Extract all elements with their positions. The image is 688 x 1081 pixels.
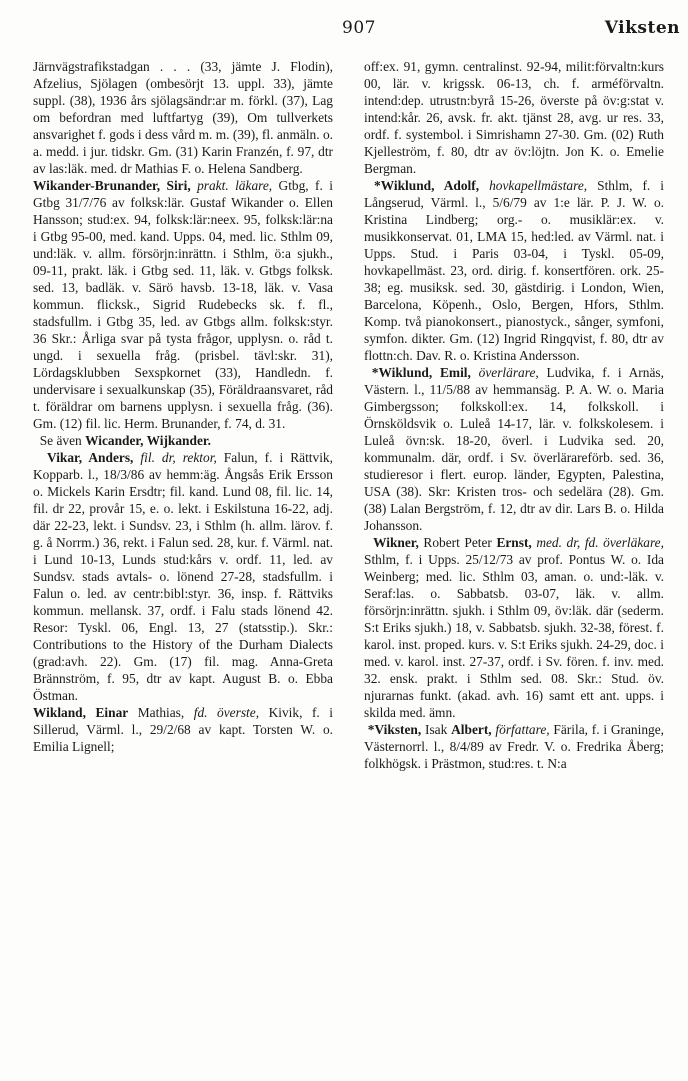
entry-title: fd. överste, <box>193 705 260 720</box>
entry-name: Wikander-Brunander, Siri, <box>33 178 191 193</box>
entry-text: Falun, f. i Rättvik, Kopparb. l., 18/3/86 av hemm:äg. Ångsås Erik Ersson o. Mickels Karin Ersdtr; fil. kand. Lund 08, fil. lic. 14, fil. dr 22, provår 15, e. o. lekt. i Eskilstuna 16-22, adj. där 22-23, lekt. i Sundsv. 23, i Sthlm (h. allm. lärov. f. g. å Norrm.) 36, rekt. i Falun sed. 28, kur. f. Värml. nat. i Lund 10-13, Lunds stud:kårs v. ordf. 11, led. av Sundsv. stads avtals- o. lönend 27-28, stadsfullm. i Falun o. led. av centr:bibl:styr. 36, insp. f. Rättviks kommun. mellansk. 37, ordf. i Falu stads lönend 42. Resor: Tyskl. 06, Engl. 13, 27 (statsstip.). Skr.: Contributions to the History of the Durham Dialects (grad:avh. 22). Gm. (17) fil. mag. Anna-Greta Brännström, f. 95, dtr av kapt. August B. o. Ebba Östman. <box>33 450 333 703</box>
entry-name: *Wiklund, Adolf, <box>374 178 480 193</box>
see-also-prefix: Se även <box>39 433 86 448</box>
entry-callname: Albert, <box>451 722 492 737</box>
entry-text: Sthlm, f. i Upps. 25/12/73 av prof. Pontus W. o. Ida Weinberg; med. lic. Sthlm 03, aman. o. und:-läk. v. Seraf:las. o. Sabbatsb. 03-07, läk. v. allm. försörjn:inrättn. sjukh. i Sthlm 09, öv:läk. där (sederm. S:t Eriks sjukh.) 18, v. Sabbatsb. sjukh. 32-38, förest. f. karol. inst. proped. kurs. v. S:t Eriks sjukh. 24-29, doc. i med. v. karol. inst. 27-37, ordf. i Sv. fören. f. inv. med. 32. ensk. prakt. i Sthlm sed. 08. Skr.: Stud. öv. njurarnas funkt. (akad. avh. 16) samt ett ant. upps. i skilda med. ämn. <box>364 552 664 720</box>
right-column <box>364 58 664 772</box>
entry-text: Kivik, f. i Sillerud, Värml. l., 29/2/68 av kapt. Torsten W. o. Emilia Lignell; <box>33 705 333 754</box>
entry-text: off:ex. 91, gymn. centralinst. 92-94, milit:förvaltn:kurs 00, lär. v. krigssk. 06-13, ch. f. arméförvaltn. intend:dep. utrustn:byrå 15-26, överste på öv:g:stat v. intend:kår. 26, avsk. fr. akt. tjänst 28, avg. ur res. 33, ordf. f. systembol. i Simrishamn 27-30. Gm. (02) Ruth Kjelleström, f. 80, dtr av öv:löjtn. Jon K. o. Emelie Bergman. <box>364 59 664 176</box>
entry-title: prakt. läkare, <box>197 178 273 193</box>
page-header <box>30 18 680 46</box>
entry-given-name: Robert Peter <box>418 535 497 550</box>
entry-name: Wikland, Einar <box>33 705 129 720</box>
entry-viksten <box>364 721 664 772</box>
running-head: Viksten <box>604 18 680 38</box>
entry-vikar <box>33 449 333 704</box>
entry-wikander-brunander <box>33 177 333 432</box>
entry-title: hovkapellmästare, <box>489 178 588 193</box>
entry-surname: Wikner, <box>373 535 419 550</box>
entry-title: fil. dr, rektor, <box>140 450 217 465</box>
entry-text: Färila, f. i Graninge, Västernorrl. l., 8/4/89 av Fredr. V. o. Fredrika Åberg; folkhögsk. i Prästmon, stud:res. t. N:a <box>364 722 665 771</box>
entry-text: Järnvägstrafikstadgan . . . (33, jämte J. Flodin), Afzelius, Sjölagen (ombesörjt 13. uppl. 33), jämte suppl. (38), 1936 års sjölagsändr:ar m. förkl. (37), Lag om befordran med luftfartyg (39), Om tullverkets ansvarighet f. gods i dess vård m. m. (39), fl. anmäln. o. a. medd. i jur. tidskr. Gm. (31) Karin Franzén, f. 97, dtr av las:läk. med. dr Mathias F. o. Helena Sandberg. <box>33 59 333 176</box>
left-column <box>33 58 333 755</box>
entry-name: *Viksten, <box>367 722 422 737</box>
entry-text: Ludvika, f. i Arnäs, Västern. l., 11/5/88 av hemmansäg. P. A. W. o. Maria Gimbergsson; folkskoll:ex. 14, folkskoll. i Örnsköldsvik o. Luleå 14-17, lär. v. folkskolesem. i Luleå övn:sk. 18-20, överl. i Ludvika sed. 20, kommunalm. där, ordf. i Sv. överlärareförb. sed. 36, studieresor i flert. europ. länder, Egypten, Palestina, USA (38). Skr: Kristen tros- och sedelära (28). Gm. (38) Lalan Bergström, f. 12, dtr av dir. Lars B. o. Hilda Johansson. <box>364 365 664 533</box>
entry-text: Gtbg, f. i Gtbg 31/7/76 av folksk:lär. Gustaf Wikander o. Ellen Hansson; stud:ex. 94, folksk:lär:neex. 95, folksk:lär:na i Gtbg 95-00, med. kand. Upps. 04, med. lic. Sthlm 09, und:läk. v. allm. försörjn:inrättn. i Sthlm, ö:a sjukh., 09-11, prakt. läk. i Gtbg sed. 11, läk. v. Gtbgs folksk. sed. 13, badläk. v. Särö havsb. 13-18, läk. v. Vasa kommun. flicksk., Sigrid Rudebecks sk. f. fl., stadsfullm. i Gtbg 35, led. av Gtbgs allm. folksk:styr. 36 Skr.: Årliga svar på tysta frågor, upplysn. o. råd t. ungd. i sexuella fråg. (prisbel. tävl:skr. 31), Lördagsklubben Sexspkornet (33), Handledn. f. undervisare i sexualkunskap (35), Föräldraansvaret, råd t. föräldrar om barnens upplysn. i sexuella fråg. (36). Gm. (12) fil. lic. Herm. Brunander, f. 74, d. 31. <box>33 178 333 431</box>
page-number: 907 <box>342 18 376 38</box>
entry-name: *Wiklund, Emil, <box>371 365 471 380</box>
entry-given-name: Isak <box>421 722 452 737</box>
entry-wiklund-adolf <box>364 177 664 364</box>
continued-entry <box>364 58 664 177</box>
see-also <box>33 432 333 449</box>
entry-title: författare, <box>491 722 550 737</box>
entry-wiklund-emil <box>364 364 664 534</box>
entry-callname: Ernst, <box>496 535 532 550</box>
entry-name: Vikar, Anders, <box>47 450 134 465</box>
entry-given-name: Mathias, <box>128 705 185 720</box>
continued-entry <box>33 58 333 177</box>
entry-wikland <box>33 704 333 755</box>
entry-wikner <box>364 534 664 721</box>
see-also-names: Wicander, Wijkander. <box>85 433 211 448</box>
entry-text: Sthlm, f. i Långserud, Värml. l., 5/6/79 av 1:e lär. P. J. W. o. Kristina Lindberg; org.- o. musiklär:ex. v. musikkonservat. 01, LMA 15, hed:led. av Värml. nat. i Upps. Stud. i Paris 03-04, i Tyskl. 05-09, hovkapellmäst. 23, ord. dirig. f. konsertfören. ork. 25-38; eg. musiksk. sed. 30, gästdirig. i London, Wien, Barcelona, Köpenh., Oslo, Bergen, Hfors, Sthlm. Komp. två pianokonsert., pianostyck., sånger, symfoni, symfon. dikter. Gm. (12) Ingrid Ringqvist, f. 80, dtr av flottn:ch. Dav. R. o. Kristina Andersson. <box>364 178 665 363</box>
entry-title: med. dr, fd. överläkare, <box>531 535 664 550</box>
entry-title: överlärare, <box>478 365 539 380</box>
